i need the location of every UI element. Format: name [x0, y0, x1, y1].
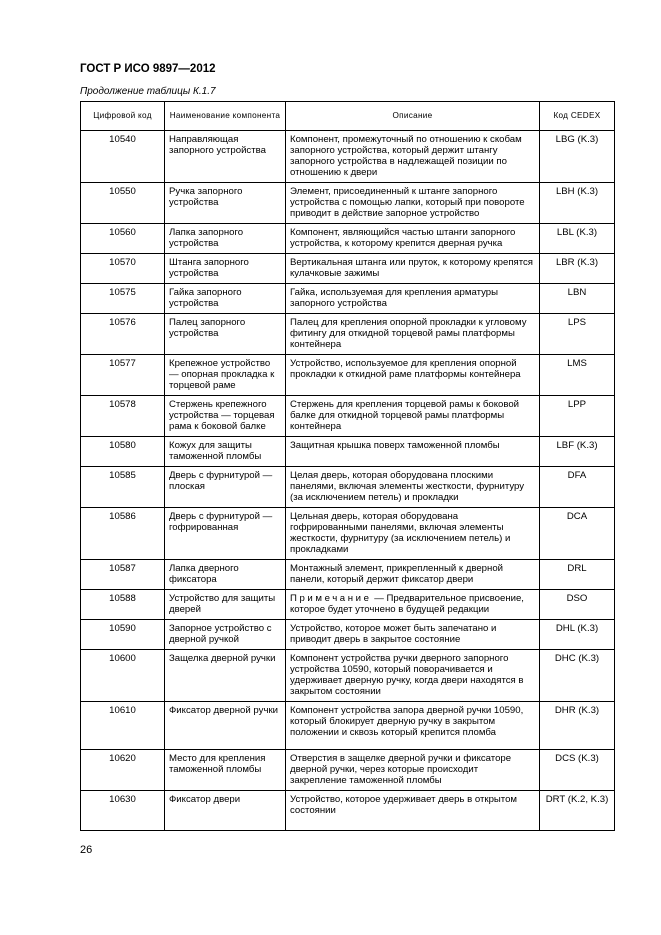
cell-cedex: LBR (K.3) — [540, 254, 615, 284]
cell-cedex: LBG (K.3) — [540, 131, 615, 183]
cell-description: Вертикальная штанга или пруток, к которому крепятся кулачковые зажимы — [286, 254, 540, 284]
table-row — [81, 467, 615, 508]
cell-code: 10560 — [81, 224, 165, 254]
table-row — [81, 560, 615, 590]
table-row — [81, 131, 615, 183]
cell-name: Дверь с фурнитурой — плоская — [165, 467, 286, 508]
cell-name: Защелка дверной ручки — [165, 650, 286, 702]
cell-code: 10575 — [81, 284, 165, 314]
cell-name: Палец запорного устройства — [165, 314, 286, 355]
table-row — [81, 702, 615, 750]
cell-name: Крепежное устройство — опорная прокладка к торцевой раме — [165, 355, 286, 396]
cell-name: Фиксатор дверной ручки — [165, 702, 286, 750]
table-row — [81, 254, 615, 284]
cell-code: 10620 — [81, 750, 165, 791]
cell-description: Отверстия в защелке дверной ручки и фиксаторе дверной ручки, через которые происходит закрепление таможенной пломбы — [286, 750, 540, 791]
table-row — [81, 355, 615, 396]
document-title: ГОСТ Р ИСО 9897—2012 — [80, 63, 216, 75]
cell-name: Устройство для защиты дверей — [165, 590, 286, 620]
page-number: 26 — [80, 844, 93, 856]
cell-description: Монтажный элемент, прикрепленный к дверной панели, который держит фиксатор двери — [286, 560, 540, 590]
cell-code: 10610 — [81, 702, 165, 750]
cell-cedex: LBN — [540, 284, 615, 314]
cell-description: Палец для крепления опорной прокладки к угловому фитингу для откидной торцевой рамы платформы контейнера — [286, 314, 540, 355]
cell-cedex: DHR (K.3) — [540, 702, 615, 750]
table-row — [81, 396, 615, 437]
cell-name: Направляющая запорного устройства — [165, 131, 286, 183]
cell-cedex: LBF (K.3) — [540, 437, 615, 467]
cell-code: 10580 — [81, 437, 165, 467]
cell-cedex: LBH (K.3) — [540, 183, 615, 224]
cell-cedex: DCA — [540, 508, 615, 560]
cell-cedex: DCS (K.3) — [540, 750, 615, 791]
table-row — [81, 183, 615, 224]
table-row — [81, 620, 615, 650]
cell-code: 10578 — [81, 396, 165, 437]
cell-description — [286, 590, 540, 620]
cell-description: Целая дверь, которая оборудована плоскими панелями, включая элементы жесткости, фурнитуру (за исключением петель) и прокладки — [286, 467, 540, 508]
table-row — [81, 508, 615, 560]
cell-description: Устройство, которое удерживает дверь в открытом состоянии — [286, 791, 540, 831]
cell-cedex: DRT (K.2, K.3) — [540, 791, 615, 831]
column-header-name: Наименование компонента — [165, 102, 286, 131]
cell-name: Лапка дверного фиксатора — [165, 560, 286, 590]
cell-description: Компонент, промежуточный по отношению к скобам запорного устройства, который держит штангу запорного устройства в надлежащей позиции по отношению к двери — [286, 131, 540, 183]
note-text: — Предварительное присвоение, которое будет уточнено в будущей редакции — [290, 593, 524, 615]
cell-cedex: LMS — [540, 355, 615, 396]
cell-code: 10570 — [81, 254, 165, 284]
cell-code: 10540 — [81, 131, 165, 183]
cell-code: 10588 — [81, 590, 165, 620]
cell-name: Фиксатор двери — [165, 791, 286, 831]
column-header-description: Описание — [286, 102, 540, 131]
cell-cedex: LPP — [540, 396, 615, 437]
table-caption: Продолжение таблицы К.1.7 — [80, 86, 216, 97]
cell-code: 10585 — [81, 467, 165, 508]
cell-code: 10576 — [81, 314, 165, 355]
cell-cedex: DRL — [540, 560, 615, 590]
cell-cedex: DFA — [540, 467, 615, 508]
cell-code: 10590 — [81, 620, 165, 650]
table-row — [81, 437, 615, 467]
cell-description: Гайка, используемая для крепления арматуры запорного устройства — [286, 284, 540, 314]
cell-description: Устройство, используемое для крепления опорной прокладки к откидной раме платформы контейнера — [286, 355, 540, 396]
cell-description: Элемент, присоединенный к штанге запорного устройства с помощью лапки, который при повороте приводит в действие запорное устройство — [286, 183, 540, 224]
cell-description: Защитная крышка поверх таможенной пломбы — [286, 437, 540, 467]
cell-cedex: LPS — [540, 314, 615, 355]
cell-name: Дверь с фурнитурой — гофрированная — [165, 508, 286, 560]
cell-description: Компонент, являющийся частью штанги запорного устройства, к которому крепится дверная ручка — [286, 224, 540, 254]
note-label: Примечание — [290, 593, 372, 604]
cell-cedex: DHL (K.3) — [540, 620, 615, 650]
column-header-code: Цифровой код — [81, 102, 165, 131]
cell-cedex: DSO — [540, 590, 615, 620]
cell-name: Стержень крепежного устройства — торцевая рама к боковой балке — [165, 396, 286, 437]
cell-name: Запорное устройство с дверной ручкой — [165, 620, 286, 650]
table-row — [81, 590, 615, 620]
table-header-row — [81, 102, 615, 131]
cell-code: 10550 — [81, 183, 165, 224]
cell-code: 10587 — [81, 560, 165, 590]
cell-code: 10630 — [81, 791, 165, 831]
cell-name: Гайка запорного устройства — [165, 284, 286, 314]
cell-cedex: DHC (K.3) — [540, 650, 615, 702]
cell-code: 10586 — [81, 508, 165, 560]
table-row — [81, 224, 615, 254]
cell-code: 10600 — [81, 650, 165, 702]
column-header-cedex: Код CEDEX — [540, 102, 615, 131]
cell-name: Лапка запорного устройства — [165, 224, 286, 254]
table-body — [81, 131, 615, 831]
table-row — [81, 791, 615, 831]
cell-description: Компонент устройства ручки дверного запорного устройства 10590, который поворачивается и удерживает дверную ручку, когда двери находятся в закрытом состоянии — [286, 650, 540, 702]
cell-description: Устройство, которое может быть запечатано и приводит дверь в закрытое состояние — [286, 620, 540, 650]
cell-cedex: LBL (K.3) — [540, 224, 615, 254]
table-row — [81, 650, 615, 702]
table-row — [81, 750, 615, 791]
cell-name: Штанга запорного устройства — [165, 254, 286, 284]
cell-description: Стержень для крепления торцевой рамы к боковой балке для откидной торцевой рамы платформы контейнера — [286, 396, 540, 437]
cell-description: Компонент устройства запора дверной ручки 10590, который блокирует дверную ручку в закрытом положении и сквозь который крепится пломба — [286, 702, 540, 750]
components-table — [80, 101, 615, 831]
cell-code: 10577 — [81, 355, 165, 396]
cell-name: Кожух для защиты таможенной пломбы — [165, 437, 286, 467]
cell-name: Ручка запорного устройства — [165, 183, 286, 224]
table-row — [81, 314, 615, 355]
cell-name: Место для крепления таможенной пломбы — [165, 750, 286, 791]
table-row — [81, 284, 615, 314]
cell-description: Цельная дверь, которая оборудована гофрированными панелями, включая элементы жесткости, фурнитуру (за исключением петель) и прокладками — [286, 508, 540, 560]
